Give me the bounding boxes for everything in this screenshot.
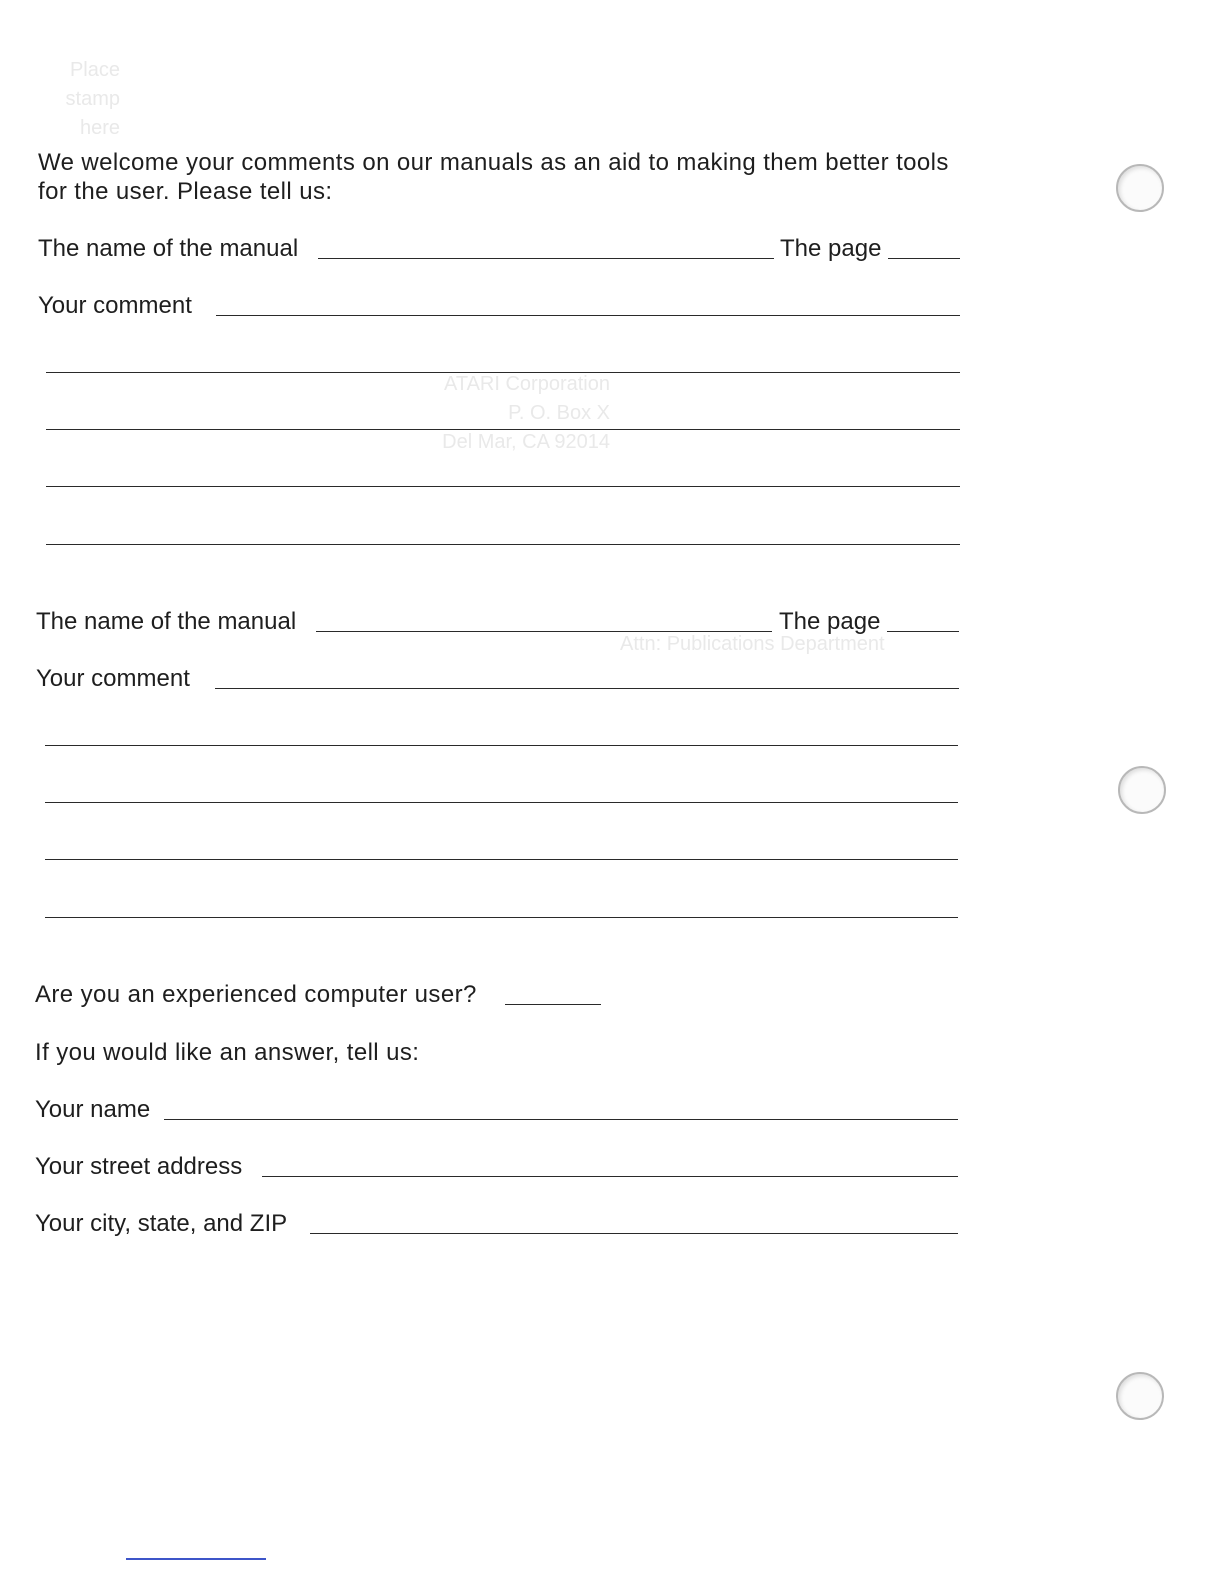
city-state-zip-label: Your city, state, and ZIP: [35, 1210, 288, 1237]
city-state-zip-line[interactable]: [310, 1233, 958, 1234]
show-through-line: ATARI Corporation: [444, 373, 610, 395]
comment-line[interactable]: [45, 859, 958, 860]
comment-line[interactable]: [45, 802, 958, 803]
show-through-stamp-box: [30, 56, 120, 143]
experienced-label: Are you an experienced computer user?: [35, 981, 477, 1008]
comment-label: Your comment: [38, 292, 192, 319]
footer-rule: [126, 1558, 266, 1560]
binder-hole-icon: [1118, 766, 1166, 814]
comment-line[interactable]: [46, 486, 960, 487]
show-through-line: Del Mar, CA 92014: [442, 431, 610, 453]
manual-name-line[interactable]: [318, 258, 774, 259]
show-through-line: stamp: [65, 88, 120, 110]
experienced-answer-line[interactable]: [505, 1004, 601, 1005]
page-label: The page: [780, 235, 882, 262]
comment-line[interactable]: [215, 688, 959, 689]
comment-line[interactable]: [46, 429, 960, 430]
comment-line[interactable]: [45, 917, 958, 918]
show-through-attention: Attn: Publications Department: [620, 633, 885, 655]
manual-name-label: The name of the manual: [36, 608, 297, 635]
name-line[interactable]: [164, 1119, 958, 1120]
intro-text: We welcome your comments on our manuals as an aid to making them better tools for the user. Please tell us:: [38, 149, 949, 205]
answer-prompt: If you would like an answer, tell us:: [35, 1039, 420, 1066]
street-address-line[interactable]: [262, 1176, 958, 1177]
comment-label: Your comment: [36, 665, 190, 692]
comment-line[interactable]: [46, 372, 960, 373]
show-through-line: here: [79, 117, 120, 139]
manual-name-label: The name of the manual: [38, 235, 299, 262]
manual-name-line[interactable]: [316, 631, 772, 632]
comment-line[interactable]: [46, 544, 960, 545]
show-through-line: P. O. Box X: [508, 402, 610, 424]
binder-hole-icon: [1116, 164, 1164, 212]
show-through-line: Place: [69, 59, 120, 81]
street-address-label: Your street address: [35, 1153, 243, 1180]
page-number-line[interactable]: [887, 631, 959, 632]
comment-line[interactable]: [45, 745, 958, 746]
comment-line[interactable]: [216, 315, 960, 316]
page-number-line[interactable]: [888, 258, 960, 259]
page-label: The page: [779, 608, 881, 635]
binder-hole-icon: [1116, 1372, 1164, 1420]
show-through-address: [350, 370, 610, 457]
name-label: Your name: [35, 1096, 151, 1123]
